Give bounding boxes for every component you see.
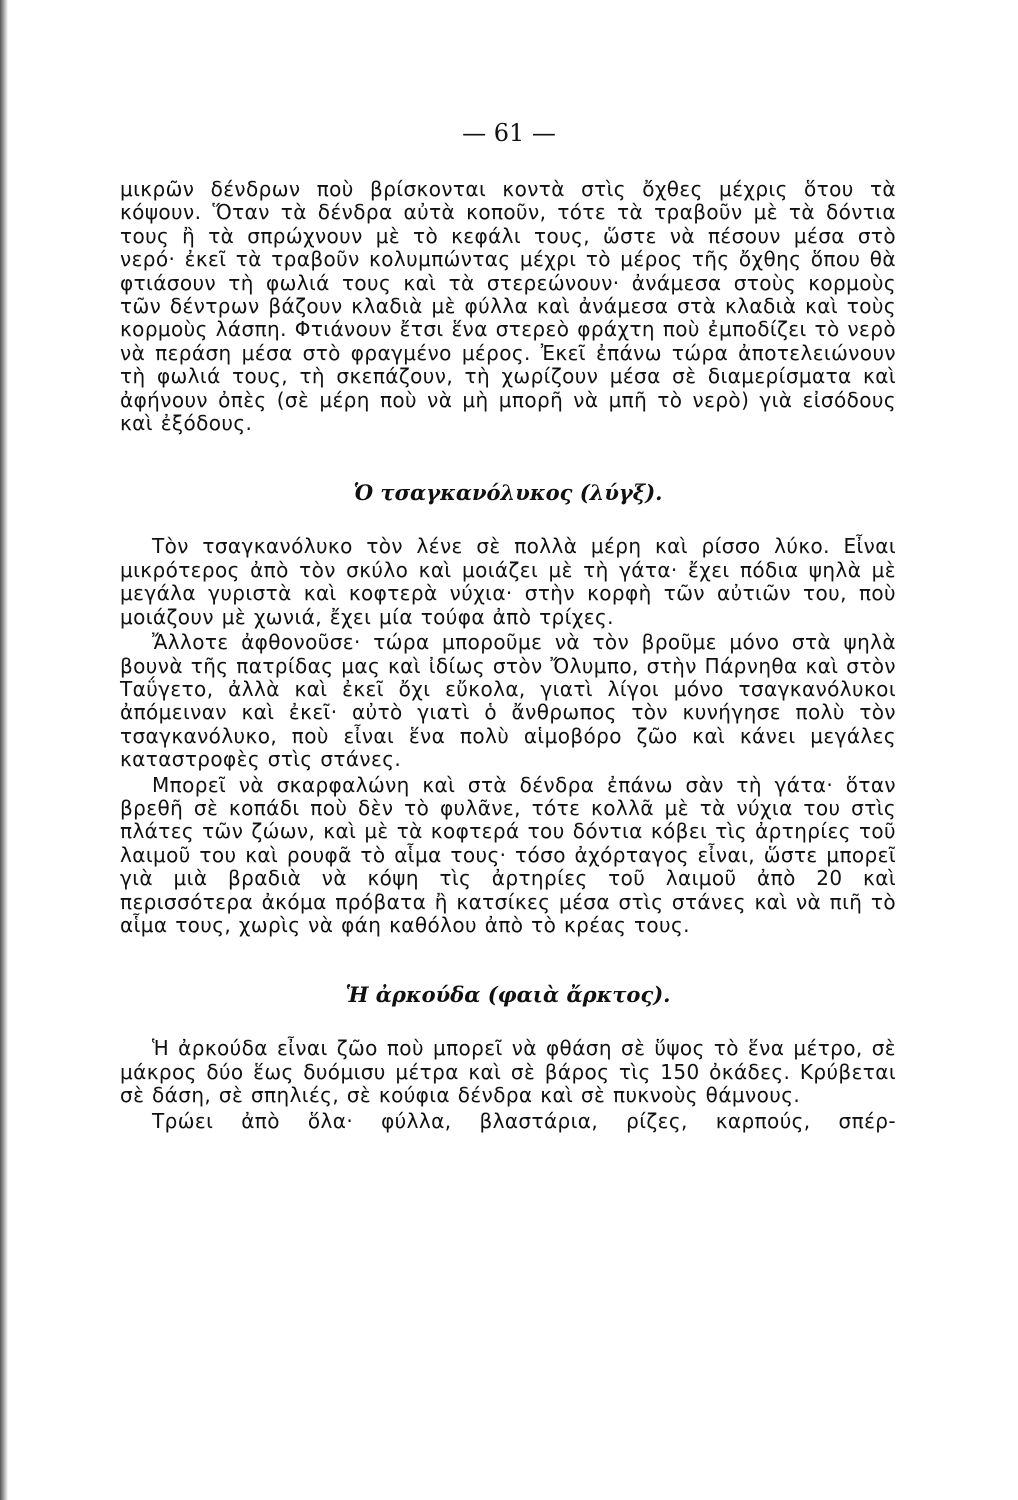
paragraph-bear-description: Ἡ ἀρκούδα εἶναι ζῶο ποὺ μπορεῖ νὰ φθάση σὲ ὕψος τὸ ἕνα μέτρο, σὲ μάκρος δύο ἕως δυόμισυ μέτρα καὶ σὲ βάρος τὶς 150 ὀκάδες. Κρύβεται σὲ δάση, σὲ σπηλιές, σὲ κούφια δένδρα καὶ σὲ πυκνοὺς θάμνους. [120,1036,896,1108]
paragraph-lynx-habitat: Ἄλλοτε ἀφθονοῦσε· τώρα μποροῦμε νὰ τὸν βροῦμε μόνο στὰ ψηλὰ βουνὰ τῆς πατρίδας μας καὶ ἰδίως στὸν Ὄλυμπο, στὴν Πάρνηθα καὶ στὸν Ταΰγετο, ἀλλὰ καὶ ἐκεῖ ὄχι εὔκολα, γιατὶ λίγοι μόνο τσαγκανόλυκοι ἀπόμειναν καὶ ἐκεῖ· αὐτὸ γιατὶ ὁ ἄνθρωπος τὸν κυνήγησε πολὺ τὸν τσαγκανόλυκο, ποὺ εἶναι ἕνα πολὺ αἱμοβόρο ζῶο καὶ κάνει μεγάλες καταστροφὲς στὶς στάνες. [120,630,896,772]
paragraph-lynx-behavior: Μπορεῖ νὰ σκαρφαλώνη καὶ στὰ δένδρα ἐπάνω σὰν τὴ γάτα· ὅταν βρεθῆ σὲ κοπάδι ποὺ δὲν τὸ φυλᾶνε, τότε κολλᾶ μὲ τὰ νύχια του στὶς πλάτες τῶν ζώων, καὶ μὲ τὰ κοφτερά του δόντια κόβει τὶς ἀρτηρίες τοῦ λαιμοῦ του καὶ ρουφᾶ τὸ αἷμα τους· τόσο ἀχόρταγος εἶναι, ὥστε μπορεῖ γιὰ μιὰ βραδιὰ νὰ κόψη τὶς ἀρτηρίες τοῦ λαιμοῦ ἀπὸ 20 καὶ περισσότερα ἀκόμα πρόβατα ἢ κατσίκες μέσα στὶς στάνες καὶ νὰ πιῆ τὸ αἷμα τους, χωρὶς νὰ φάη καθόλου ἀπὸ τὸ κρέας τους. [120,772,896,937]
page-number: — 61 — [462,119,556,147]
paragraph-beaver-nest: μικρῶν δένδρων ποὺ βρίσκονται κοντὰ στὶς ὄχθες μέχρις ὅτου τὰ κόψουν. Ὅταν τὰ δένδρα αὐτὰ κοποῦν, τότε τὰ τραβοῦν μὲ τὰ δόντια τους ἢ τὰ σπρώχνουν μὲ τὸ κεφάλι τους, ὥστε νὰ πέσουν μέσα στὸ νερό· ἐκεῖ τὰ τραβοῦν κολυμπώντας μέχρι τὸ μέρος τῆς ὄχθης ὅπου θὰ φτιάσουν τὴ φωλιά τους καὶ τὰ στερεώνουν· ἀνάμεσα στοὺς κορμοὺς τῶν δέντρων βάζουν κλαδιὰ μὲ φύλλα καὶ ἀνάμεσα στὰ κλαδιὰ καὶ τοὺς κορμοὺς λάσπη. Φτιάνουν ἔτσι ἕνα στερεὸ φράχτη ποὺ ἐμποδίζει τὸ νερὸ νὰ περάση μέσα στὸ φραγμένο μέρος. Ἐκεῖ ἐπάνω τώρα ἀποτελειώνουν τὴ φωλιά τους, τὴ σκεπάζουν, τὴ χωρίζουν μέσα σὲ διαμερίσματα καὶ ἀφήνουν ὀπὲς (σὲ μέρη ποὺ νὰ μὴ μπορῆ νὰ μπῆ τὸ νερὸ) γιὰ εἰσόδους καὶ ἐξόδους. [120,177,896,436]
page-body [120,178,896,1133]
section-heading-bear: Ἡ ἀρκούδα (φαιὰ ἄρκτος). [345,982,671,1008]
paragraph-lynx-description: Τὸν τσαγκανόλυκο τὸν λένε σὲ πολλὰ μέρη καὶ ρίσσο λύκο. Εἶναι μικρότερος ἀπὸ τὸν σκύλο καὶ μοιάζει μὲ τὴ γάτα· ἔχει πόδια ψηλὰ μὲ μεγάλα γυριστὰ καὶ κοφτερὰ νύχια· στὴν κορφὴ τῶν αὐτιῶν του, ποὺ μοιάζουν μὲ χωνιά, ἔχει μία τούφα ἀπὸ τρίχες. [120,534,896,629]
paragraph-bear-diet: Τρώει ἀπὸ ὅλα· φύλλα, βλαστάρια, ρίζες, καρπούς, σπέρ- [152,1108,896,1133]
section-heading-lynx: Ὁ τσαγκανόλυκος (λύγξ). [353,480,663,506]
page-spine-shadow [0,0,8,1500]
